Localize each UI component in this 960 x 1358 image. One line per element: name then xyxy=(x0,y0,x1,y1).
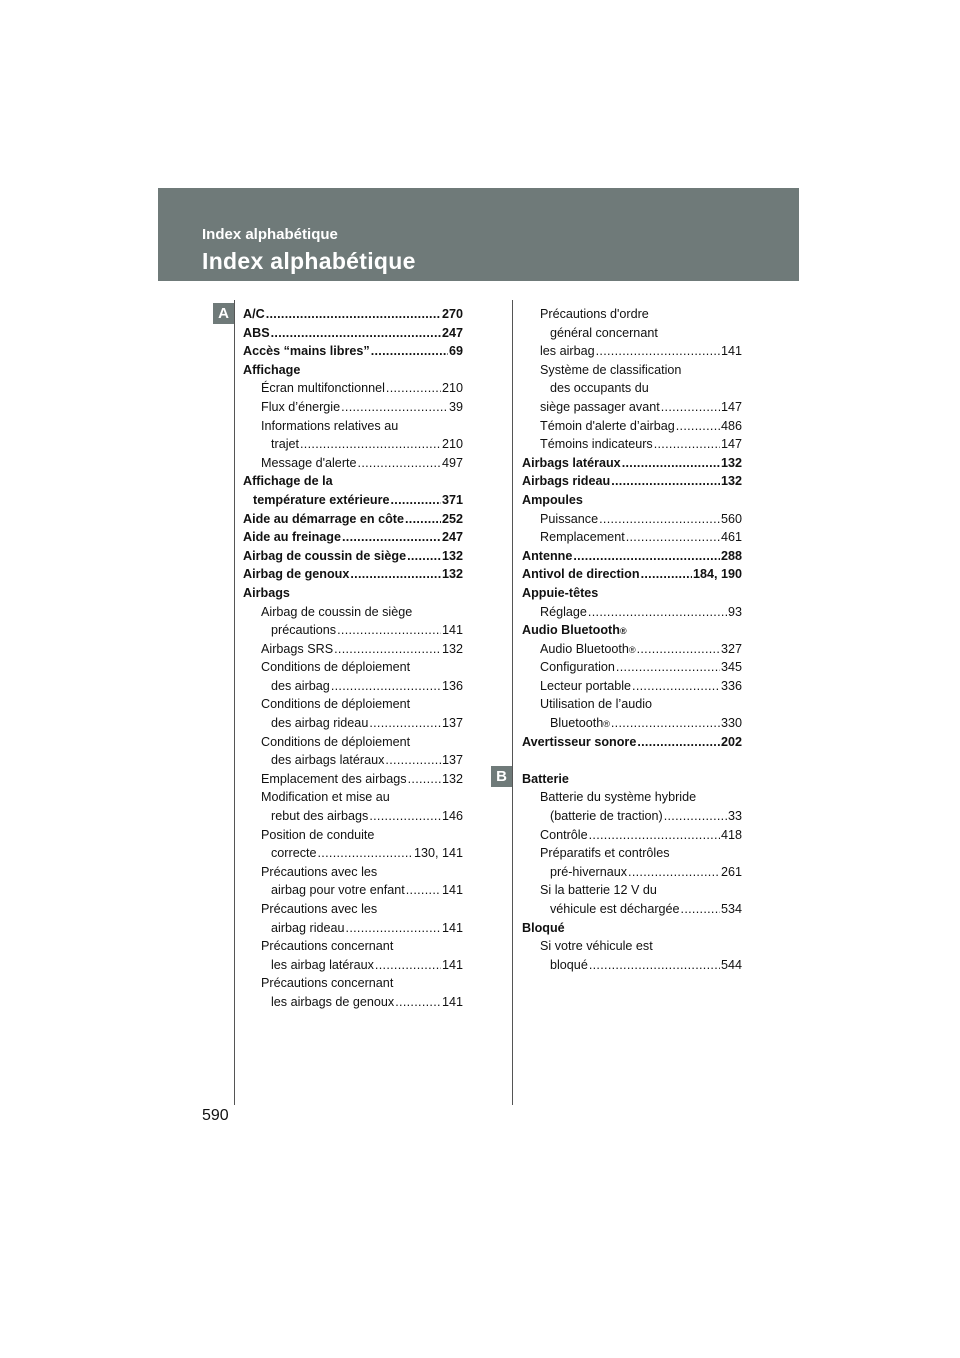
index-entry xyxy=(522,584,742,603)
index-entry xyxy=(522,547,742,566)
entry-term: Conditions de déploiement xyxy=(261,734,411,749)
dot-leader xyxy=(611,714,720,733)
dot-leader xyxy=(266,305,441,324)
column-divider-right xyxy=(512,300,513,1105)
entry-page: 132 xyxy=(720,474,742,489)
entry-term: Audio Bluetooth xyxy=(540,641,629,656)
entry-term: Précautions concernant xyxy=(261,939,394,954)
index-entry xyxy=(522,435,742,454)
index-entry xyxy=(243,937,463,956)
entry-term: Aide au freinage xyxy=(243,530,341,545)
dot-leader xyxy=(676,417,720,436)
index-entry xyxy=(522,603,742,622)
entry-page: 327 xyxy=(720,641,742,656)
header-subtitle: Index alphabétique xyxy=(202,226,338,243)
index-entry xyxy=(522,919,742,938)
index-entry xyxy=(243,714,463,733)
entry-term: Position de conduite xyxy=(261,827,375,842)
index-entry xyxy=(243,751,463,770)
entry-term: Batterie xyxy=(522,771,569,786)
entry-page: 486 xyxy=(720,418,742,433)
index-entry xyxy=(522,695,742,714)
entry-term: Utilisation de l’audio xyxy=(540,697,653,712)
dot-leader xyxy=(369,807,441,826)
entry-term: Audio Bluetooth xyxy=(522,623,620,638)
index-entry xyxy=(522,770,742,789)
entry-term: Airbag de coussin de siège xyxy=(261,604,413,619)
entry-page: 544 xyxy=(720,957,742,972)
entry-term: Précautions avec les xyxy=(261,864,378,879)
entry-page: 141 xyxy=(441,883,463,898)
index-entry xyxy=(243,379,463,398)
entry-term: Précautions concernant xyxy=(261,976,394,991)
index-column-left xyxy=(243,305,463,1012)
entry-page: 39 xyxy=(448,399,463,414)
entry-page: 202 xyxy=(720,734,742,749)
entry-term: Airbags latéraux xyxy=(522,455,621,470)
dot-leader xyxy=(337,621,441,640)
entry-term: Airbags SRS xyxy=(261,641,334,656)
page-number: 590 xyxy=(202,1107,229,1124)
index-entry xyxy=(522,658,742,677)
entry-term: Antenne xyxy=(522,548,573,563)
dot-leader xyxy=(391,491,441,510)
entry-term: les airbags de genoux xyxy=(271,994,395,1009)
entry-page: 261 xyxy=(720,864,742,879)
index-entry xyxy=(522,733,742,752)
index-entry xyxy=(243,695,463,714)
index-entry xyxy=(243,788,463,807)
index-entry xyxy=(243,398,463,417)
dot-leader xyxy=(589,956,720,975)
entry-term: Écran multifonctionnel xyxy=(261,381,385,396)
dot-leader xyxy=(334,640,441,659)
index-entry xyxy=(522,454,742,473)
entry-term: température extérieure xyxy=(253,492,390,507)
index-entry xyxy=(522,900,742,919)
entry-term: Affichage xyxy=(243,362,301,377)
entry-term: rebut des airbags xyxy=(271,809,369,824)
index-entry xyxy=(243,733,463,752)
index-entry xyxy=(522,677,742,696)
index-entry xyxy=(243,658,463,677)
dot-leader xyxy=(408,770,441,789)
dot-leader xyxy=(331,677,441,696)
index-entry xyxy=(243,324,463,343)
index-entry xyxy=(522,417,742,436)
entry-term: Système de classification xyxy=(540,362,682,377)
index-entry xyxy=(522,305,742,324)
index-column-right xyxy=(522,305,742,974)
dot-leader xyxy=(628,863,720,882)
entry-term: Configuration xyxy=(540,660,615,675)
entry-term: des airbag xyxy=(271,678,330,693)
dot-leader xyxy=(664,807,727,826)
dot-leader xyxy=(407,547,441,566)
index-entry: Audio Bluetooth ® ..... 327 xyxy=(522,640,742,659)
index-entry xyxy=(522,491,742,510)
entry-term: véhicule est déchargée xyxy=(550,902,680,916)
entry-term: les airbag latéraux xyxy=(271,957,374,972)
dot-leader xyxy=(573,547,720,566)
column-divider-left xyxy=(234,300,235,1105)
dot-leader xyxy=(588,603,727,622)
dot-leader xyxy=(385,751,441,770)
dot-leader xyxy=(641,565,692,584)
entry-term: Préparatifs et contrôles xyxy=(540,846,670,861)
entry-page: 210 xyxy=(441,381,463,396)
entry-page: 141 xyxy=(441,623,463,638)
entry-page: 33 xyxy=(727,809,742,824)
index-entry xyxy=(243,435,463,454)
entry-page: 147 xyxy=(720,399,742,414)
entry-term: Réglage xyxy=(540,604,587,619)
index-entry xyxy=(522,565,742,584)
dot-leader xyxy=(369,714,441,733)
section-header xyxy=(158,188,799,281)
index-entry xyxy=(243,305,463,324)
index-entry xyxy=(522,342,742,361)
index-entry xyxy=(243,863,463,882)
entry-page: 136 xyxy=(441,678,463,693)
dot-leader xyxy=(350,565,441,584)
entry-term: Emplacement des airbags xyxy=(261,771,407,786)
entry-term: Remplacement xyxy=(540,530,625,545)
header-title: Index alphabétique xyxy=(202,248,416,274)
index-entry xyxy=(522,510,742,529)
index-entry xyxy=(522,788,742,807)
entry-term: Aide au démarrage en côte xyxy=(243,511,404,526)
entry-page: 270 xyxy=(441,307,463,321)
entry-page: 336 xyxy=(720,678,742,693)
index-entry xyxy=(522,324,742,343)
entry-page: 141 xyxy=(441,957,463,972)
entry-page: 345 xyxy=(720,660,742,675)
index-entry xyxy=(522,807,742,826)
index-entry xyxy=(243,417,463,436)
index-entry xyxy=(243,361,463,380)
index-entry xyxy=(522,881,742,900)
entry-term: des airbags latéraux xyxy=(271,753,385,768)
entry-term: Flux d’énergie xyxy=(261,399,341,414)
dot-leader xyxy=(611,472,720,491)
entry-term: les airbag xyxy=(540,344,595,359)
index-entry xyxy=(522,398,742,417)
index-entry xyxy=(243,919,463,938)
entry-page: 418 xyxy=(720,827,742,842)
entry-term: Si votre véhicule est xyxy=(540,939,653,954)
index-entry: Audio Bluetooth ® xyxy=(522,621,742,640)
letter-tab-b: B xyxy=(491,766,512,787)
entry-term: Puissance xyxy=(540,511,599,526)
entry-term: Précautions avec les xyxy=(261,902,378,916)
entry-spacer xyxy=(522,751,742,770)
index-entry xyxy=(243,584,463,603)
entry-page: 146 xyxy=(441,809,463,824)
index-entry xyxy=(243,342,463,361)
entry-page: 132 xyxy=(441,771,463,786)
entry-page: 371 xyxy=(441,492,463,507)
entry-page: 330 xyxy=(720,716,742,731)
entry-page: 461 xyxy=(720,530,742,545)
entry-term: A/C xyxy=(243,307,265,321)
entry-term: précautions xyxy=(271,623,337,638)
dot-leader xyxy=(637,640,720,659)
entry-page: 137 xyxy=(441,753,463,768)
index-entry xyxy=(522,863,742,882)
entry-term: Antivol de direction xyxy=(522,567,640,582)
entry-term: Témoin d'alerte d’airbag xyxy=(540,418,675,433)
entry-term: Conditions de déploiement xyxy=(261,660,411,675)
index-entry xyxy=(243,528,463,547)
index-entry xyxy=(522,844,742,863)
entry-term: Témoins indicateurs xyxy=(540,437,653,452)
dot-leader xyxy=(589,826,720,845)
entry-page: 247 xyxy=(441,325,463,340)
entry-page: 560 xyxy=(720,511,742,526)
dot-leader xyxy=(358,454,441,473)
entry-term: Airbags xyxy=(243,585,290,600)
entry-term: général concernant xyxy=(550,325,658,340)
entry-page: 130, 141 xyxy=(413,846,463,861)
dot-leader xyxy=(386,379,441,398)
entry-page: 141 xyxy=(720,344,742,359)
entry-page: 132 xyxy=(441,548,463,563)
index-entry xyxy=(243,844,463,863)
index-entry xyxy=(522,937,742,956)
index-entry xyxy=(243,565,463,584)
entry-page: 132 xyxy=(441,641,463,656)
entry-term: ABS xyxy=(243,325,270,340)
index-entry xyxy=(243,770,463,789)
entry-page: 210 xyxy=(441,437,463,452)
entry-term: des airbag rideau xyxy=(271,716,369,731)
entry-term: Conditions de déploiement xyxy=(261,697,411,712)
index-entry xyxy=(243,900,463,919)
index-entry xyxy=(243,547,463,566)
entry-term: airbag rideau xyxy=(271,920,345,935)
index-entry xyxy=(243,603,463,622)
entry-page: 132 xyxy=(441,567,463,582)
entry-term: Contrôle xyxy=(540,827,588,842)
entry-page: 141 xyxy=(441,920,463,935)
entry-page: 141 xyxy=(441,994,463,1009)
index-entry: Bluetooth ® ..... 330 xyxy=(522,714,742,733)
dot-leader xyxy=(661,398,720,417)
index-entry xyxy=(243,677,463,696)
entry-term: Airbags rideau xyxy=(522,474,611,489)
entry-term: des occupants du xyxy=(550,381,649,396)
entry-term: airbag pour votre enfant xyxy=(271,883,405,898)
entry-term: Informations relatives au xyxy=(261,418,399,433)
index-entry xyxy=(243,621,463,640)
dot-leader xyxy=(599,510,720,529)
index-entry xyxy=(243,881,463,900)
entry-term: Avertisseur sonore xyxy=(522,734,637,749)
entry-page: 147 xyxy=(720,437,742,452)
index-entry xyxy=(243,826,463,845)
dot-leader xyxy=(626,528,720,547)
dot-leader xyxy=(596,342,720,361)
entry-page: 69 xyxy=(448,344,463,359)
entry-page: 534 xyxy=(720,902,742,916)
index-entry xyxy=(522,826,742,845)
dot-leader xyxy=(395,993,441,1012)
index-entry xyxy=(522,956,742,975)
entry-term: Appuie-têtes xyxy=(522,585,599,600)
entry-page: 184, 190 xyxy=(692,567,742,582)
entry-page: 288 xyxy=(720,548,742,563)
index-entry xyxy=(243,472,463,491)
entry-term: trajet xyxy=(271,437,299,452)
dot-leader xyxy=(616,658,720,677)
index-entry xyxy=(243,807,463,826)
dot-leader xyxy=(271,324,441,343)
entry-term: Ampoules xyxy=(522,492,583,507)
index-entry xyxy=(243,974,463,993)
entry-page: 132 xyxy=(720,455,742,470)
dot-leader xyxy=(346,919,441,938)
dot-leader xyxy=(406,881,441,900)
dot-leader xyxy=(341,398,448,417)
index-entry xyxy=(243,956,463,975)
entry-term: Précautions d'ordre xyxy=(540,307,649,321)
letter-tab-a: A xyxy=(213,303,234,324)
dot-leader xyxy=(371,342,448,361)
entry-page: 247 xyxy=(441,530,463,545)
entry-term: Airbag de genoux xyxy=(243,567,350,582)
entry-term: Si la batterie 12 V du xyxy=(540,883,657,898)
entry-term: pré-hivernaux xyxy=(550,864,628,879)
index-entry xyxy=(522,472,742,491)
dot-leader xyxy=(637,733,720,752)
entry-term: bloqué xyxy=(550,957,588,972)
entry-page: 252 xyxy=(441,511,463,526)
index-entry xyxy=(522,528,742,547)
index-entry xyxy=(522,379,742,398)
entry-term: Bloqué xyxy=(522,920,565,935)
dot-leader xyxy=(405,510,441,529)
entry-term: Accès “mains libres” xyxy=(243,344,370,359)
index-entry xyxy=(243,510,463,529)
entry-term: Affichage de la xyxy=(243,474,333,489)
dot-leader xyxy=(622,454,720,473)
entry-term: siège passager avant xyxy=(540,399,660,414)
dot-leader xyxy=(318,844,413,863)
index-entry xyxy=(243,993,463,1012)
entry-term: Batterie du système hybride xyxy=(540,790,697,805)
dot-leader xyxy=(654,435,720,454)
dot-leader xyxy=(342,528,441,547)
index-entry xyxy=(243,491,463,510)
dot-leader xyxy=(632,677,720,696)
entry-page: 497 xyxy=(441,455,463,470)
dot-leader xyxy=(375,956,441,975)
entry-term: Modification et mise au xyxy=(261,790,390,805)
entry-term: Message d'alerte xyxy=(261,455,357,470)
index-entry xyxy=(243,640,463,659)
index-entry xyxy=(522,361,742,380)
entry-term: Lecteur portable xyxy=(540,678,632,693)
entry-term: Bluetooth xyxy=(550,716,604,731)
entry-page: 137 xyxy=(441,716,463,731)
entry-term: correcte xyxy=(271,846,317,861)
dot-leader xyxy=(681,900,720,919)
entry-page: 93 xyxy=(727,604,742,619)
entry-term: Airbag de coussin de siège xyxy=(243,548,407,563)
dot-leader xyxy=(300,435,441,454)
entry-term: (batterie de traction) xyxy=(550,809,663,824)
index-entry xyxy=(243,454,463,473)
